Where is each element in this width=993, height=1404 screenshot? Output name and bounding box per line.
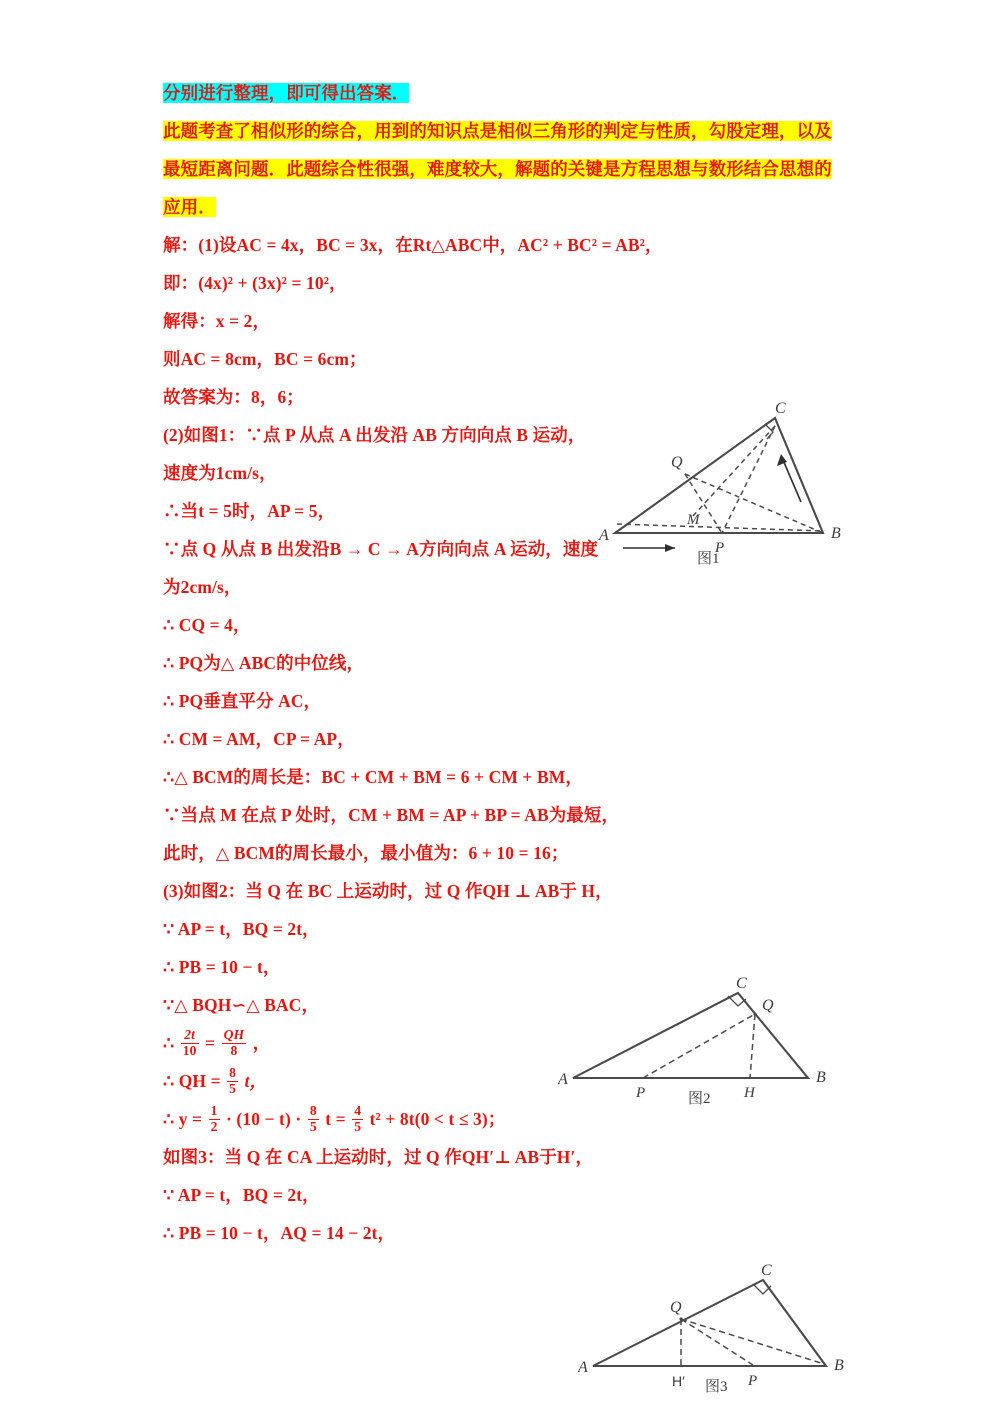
analysis-line-4 <box>163 188 863 226</box>
label-a: A <box>558 1071 568 1088</box>
label-q: Q <box>762 997 774 1014</box>
solution-line-3: 解得：x = 2， <box>163 311 271 331</box>
solution-line-18: (3)如图2：当 Q 在 BC 上运动时，过 Q 作QH ⊥ AB于 H， <box>163 881 613 901</box>
figure-2-caption: 图2 <box>688 1091 711 1107</box>
solution-line-17: 此时，△ BCM的周长最小，最小值为：6 + 10 = 16； <box>163 843 569 863</box>
solution-line-15: ∴△ BCM的周长是：BC + CM + BM = 6 + CM + BM， <box>163 767 583 787</box>
solution-line-19: ∵ AP = t，BQ = 2t， <box>163 919 320 939</box>
solution-line-16: ∵当点 M 在点 P 处时，CM + BM = AP + BP = AB为最短， <box>163 805 620 825</box>
fraction-denominator: 2 <box>210 1118 218 1134</box>
solution-line-12: ∴ PQ为△ ABC的中位线， <box>163 653 365 673</box>
solution-line-6: (2)如图1：∵点 P 从点 A 出发沿 AB 方向向点 B 运动， <box>163 425 586 445</box>
figure-1-caption: 图1 <box>697 551 720 567</box>
label-p: P <box>715 540 725 556</box>
analysis-line-1-text: 分别进行整理，即可得出答案． <box>163 83 410 103</box>
fraction-8-over-5-b <box>308 1104 319 1134</box>
label-b: B <box>831 525 841 542</box>
solution-line-20: ∴ PB = 10 − t， <box>163 957 281 977</box>
label-b: B <box>816 1069 826 1086</box>
label-q: Q <box>671 454 683 471</box>
fraction-numerator: 2t <box>184 1026 196 1042</box>
analysis-line-3 <box>163 150 863 188</box>
analysis-line-1 <box>163 74 863 112</box>
fraction-2t-over-10 <box>181 1028 199 1058</box>
fraction-4-over-5 <box>352 1104 363 1134</box>
fraction-denominator: 5 <box>309 1118 317 1134</box>
label-h-prime: H′ <box>672 1373 685 1388</box>
fraction-numerator: QH <box>223 1026 245 1042</box>
dashed-cp <box>722 426 775 533</box>
proportion-suffix: ， <box>252 1033 271 1053</box>
fraction-1-over-2 <box>209 1104 220 1134</box>
figure-2-svg <box>558 960 848 1100</box>
figure-3-caption: 图3 <box>705 1379 728 1395</box>
solution-line-2: 即：(4x)² + (3x)² = 10²， <box>163 273 347 293</box>
figure-3-svg <box>578 1248 868 1388</box>
dashed-qp <box>681 1319 753 1365</box>
fraction-qh-over-8 <box>222 1028 247 1058</box>
label-h: H <box>744 1085 755 1100</box>
solution-line-11: ∴ CQ = 4， <box>163 615 251 635</box>
fraction-numerator: 8 <box>309 1102 317 1118</box>
fraction-numerator: 1 <box>210 1102 218 1118</box>
dashed-cm <box>693 426 775 516</box>
label-a: A <box>599 527 609 544</box>
analysis-line-2 <box>163 112 863 150</box>
figure-2 <box>558 960 848 1105</box>
label-b: B <box>834 1357 844 1374</box>
dashed-qh <box>750 1014 755 1078</box>
triangle-abc <box>615 418 823 533</box>
solution-line-13: ∴ PQ垂直平分 AC， <box>163 691 322 711</box>
label-c: C <box>775 400 786 417</box>
solution-line-14: ∴ CM = AM，CP = AP， <box>163 729 355 749</box>
figure-1 <box>595 398 860 568</box>
label-p: P <box>748 1373 758 1388</box>
fraction-denominator: 5 <box>229 1080 237 1096</box>
dashed-pq <box>643 1014 755 1078</box>
solution-line-27: ∴ PB = 10 − t，AQ = 14 − 2t， <box>163 1223 396 1243</box>
label-p: P <box>636 1085 646 1100</box>
proportion-prefix: ∴ <box>163 1033 175 1053</box>
solution-line-8: ∴当t = 5时，AP = 5， <box>163 501 336 521</box>
y-eq-part-d: t² + 8t(0 < t ≤ 3)； <box>369 1109 506 1129</box>
solution-line-4: 则AC = 8cm，BC = 6cm； <box>163 349 367 369</box>
fraction-numerator: 4 <box>354 1102 362 1118</box>
solution-line-26: ∵ AP = t，BQ = 2t， <box>163 1185 320 1205</box>
fraction-denominator: 5 <box>354 1118 362 1134</box>
solution-line-5: 故答案为：8，6； <box>163 387 304 407</box>
figure-3 <box>578 1248 868 1393</box>
solution-line-10: 为2cm/s， <box>163 577 242 597</box>
analysis-line-4-text: 应用． <box>163 197 216 217</box>
solution-line-1: 解：(1)设AC = 4x，BC = 3x，在Rt△ABC中，AC² + BC² = AB²， <box>163 235 663 255</box>
label-c: C <box>736 975 747 992</box>
y-eq-part-c: t = <box>325 1109 346 1129</box>
qh-suffix: t， <box>244 1071 268 1091</box>
label-a: A <box>578 1359 588 1376</box>
solution-line-24-y-equation <box>163 1100 863 1138</box>
arrow-bc-shaft <box>783 460 801 502</box>
fraction-denominator: 8 <box>222 1043 247 1059</box>
dashed-qb <box>681 1319 824 1364</box>
solution-line-21: ∵△ BQH∽△ BAC， <box>163 995 320 1015</box>
solution-line-7: 速度为1cm/s， <box>163 463 277 483</box>
solution-line-25: 如图3：当 Q 在 CA 上运动时，过 Q 作QH′⊥ AB于H′， <box>163 1147 594 1167</box>
qh-prefix: ∴ QH = <box>163 1071 221 1091</box>
analysis-line-2-text: 此题考查了相似形的综合，用到的知识点是相似三角形的判定与性质，勾股定理，以及 <box>163 121 832 141</box>
y-eq-part-b: · (10 − t) · <box>226 1109 302 1129</box>
analysis-line-3-text: 最短距离问题．此题综合性很强，难度较大，解题的关键是方程思想与数形结合思想的 <box>163 159 832 179</box>
equals-sign: = <box>205 1033 216 1053</box>
fraction-numerator: 8 <box>229 1064 237 1080</box>
label-m: M <box>687 512 700 528</box>
y-eq-part-a: ∴ y = <box>163 1109 203 1129</box>
fraction-denominator: 10 <box>182 1042 197 1058</box>
arrow-ab-head <box>665 544 675 552</box>
fraction-8-over-5 <box>227 1066 238 1096</box>
solution-line-9: ∵点 Q 从点 B 出发沿B → C → A方向向点 A 运动，速度 <box>163 539 599 559</box>
label-q: Q <box>670 1299 682 1316</box>
figure-1-svg <box>595 398 860 563</box>
label-c: C <box>761 1262 772 1279</box>
